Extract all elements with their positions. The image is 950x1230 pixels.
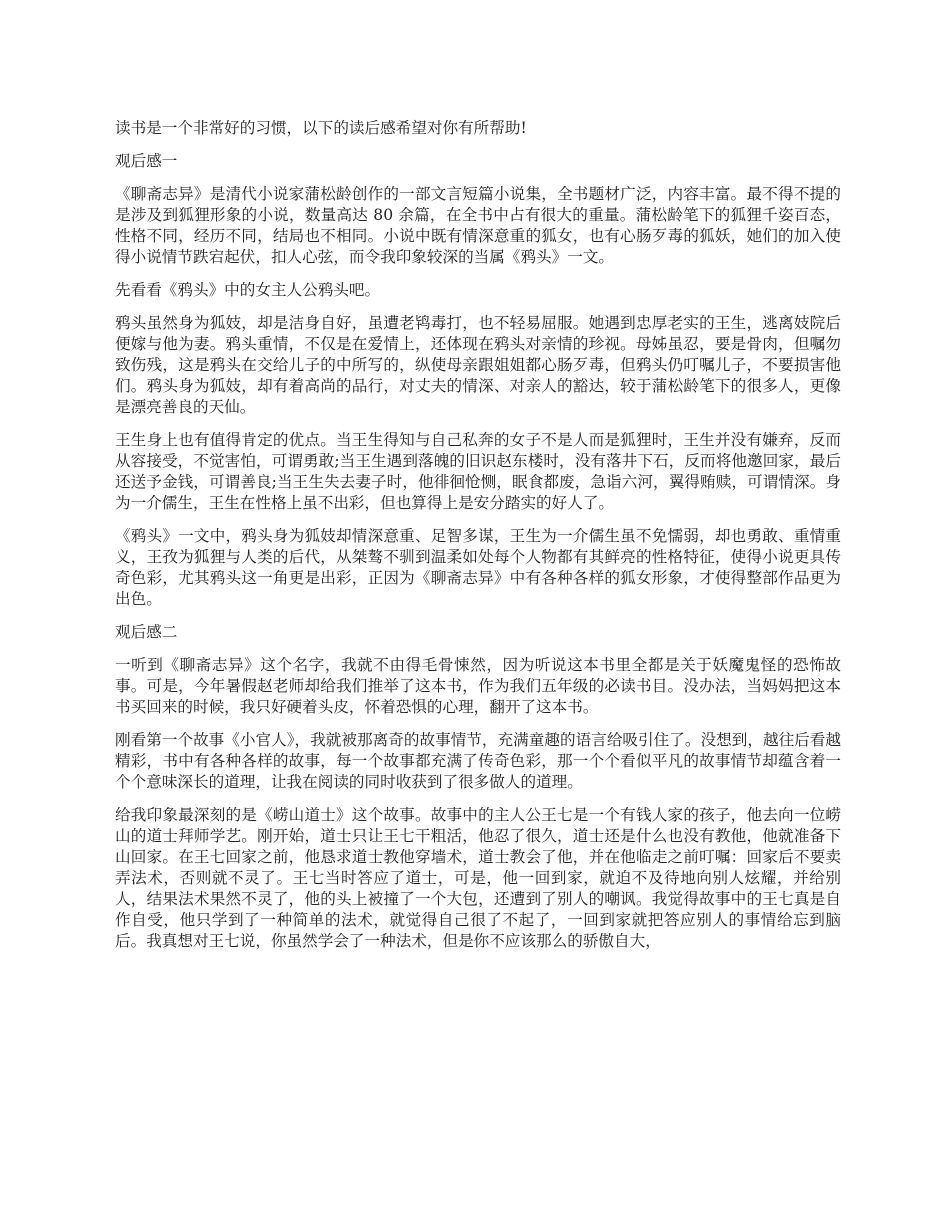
section-heading-2: 观后感二 — [115, 623, 178, 641]
document-body — [115, 118, 841, 964]
body-paragraph: 刚看第一个故事《小官人》，我就被那离奇的故事情节，充满童趣的语言给吸引住了。没想到，越往后看越精彩，书中有各种各样的故事，每一个故事都充满了传奇色彩，那一个个看似平凡的故事情节却蕴含着一个个意味深长的道理，让我在阅读的同时收获到了很多做人的道理。 — [115, 731, 841, 791]
body-paragraph: 《鸦头》一文中，鸦头身为狐妓却情深意重、足智多谋，王生为一介儒生虽不免懦弱，却也勇敢、重情重义，王孜为狐狸与人类的后代，从桀骜不驯到温柔如处每个人物都有其鲜亮的性格特征，使得小说更具传奇色彩，尤其鸦头这一角更是出彩，正因为《聊斋志异》中有各种各样的狐女形象，才使得整部作品更为出色。 — [115, 527, 841, 608]
body-paragraph: 王生身上也有值得肯定的优点。当王生得知与自己私奔的女子不是人而是狐狸时，王生并没有嫌弃，反而从容接受，不觉害怕，可谓勇敢;当王生遇到落魄的旧识赵东楼时，没有落井下石，反而将他邀回家，最后还送予金钱，可谓善良;当王生失去妻子时，他徘徊怆恻，眠食都废，急诣六河，翼得贿赎，可谓情深。身为一介儒生，王生在性格上虽不出彩，但也算得上是安分踏实的好人了。 — [115, 431, 841, 512]
body-paragraph: 一听到《聊斋志异》这个名字，我就不由得毛骨悚然，因为听说这本书里全都是关于妖魔鬼怪的恐怖故事。可是，今年暑假赵老师却给我们推举了这本书，作为我们五年级的必读书目。没办法，当妈妈把这本书买回来的时候，我只好硬着头皮，怀着恐惧的心理，翻开了这本书。 — [115, 656, 841, 716]
section-heading-1: 观后感一 — [115, 152, 178, 170]
body-paragraph: 《聊斋志异》是清代小说家蒲松龄创作的一部文言短篇小说集，全书题材广泛，内容丰富。最不得不提的是涉及到狐狸形象的小说，数量高达 80 余篇，在全书中占有很大的重量。蒲松龄笔下的狐狸千姿百态，性格不同，经历不同，结局也不相同。小说中既有情深意重的狐女，也有心肠歹毒的狐妖，她们的加入使得小说情节跌宕起伏，扣人心弦，而令我印象较深的当属《鸦头》一文。 — [115, 185, 841, 266]
body-paragraph: 先看看《鸦头》中的女主人公鸦头吧。 — [115, 281, 381, 299]
intro-paragraph: 读书是一个非常好的习惯，以下的读后感希望对你有所帮助! — [115, 119, 527, 137]
body-paragraph: 给我印象最深刻的是《崂山道士》这个故事。故事中的主人公王七是一个有钱人家的孩子，他去向一位崂山的道士拜师学艺。刚开始，道士只让王七干粗活，他忍了很久，道士还是什么也没有教他，他就准备下山回家。在王七回家之前，他恳求道士教他穿墙术，道士教会了他，并在他临走之前叮嘱：回家后不要卖弄法术，否则就不灵了。王七当时答应了道士，可是，他一回到家，就迫不及待地向别人炫耀，并给别人，结果法术果然不灵了，他的头上被撞了一个大包，还遭到了别人的嘲讽。我觉得故事中的王七真是自作自受，他只学到了一种简单的法术，就觉得自己很了不起了，一回到家就把答应别人的事情给忘到脑后。我真想对王七说，你虽然学会了一种法术，但是你不应该那么的骄傲自大， — [115, 806, 841, 950]
body-paragraph: 鸦头虽然身为狐妓，却是洁身自好，虽遭老鸨毒打，也不轻易屈服。她遇到忠厚老实的王生，逃离妓院后便嫁与他为妻。鸦头重情，不仅是在爱情上，还体现在鸦头对亲情的珍视。母姊虽忍，要是骨肉，但嘱勿致伤残，这是鸦头在交给儿子的中所写的，纵使母亲跟姐姐都心肠歹毒，但鸦头仍叮嘱儿子，不要损害他们。鸦头身为狐妓，却有着高尚的品行，对丈夫的情深、对亲人的豁达，较于蒲松龄笔下的很多人，更像是漂亮善良的天仙。 — [115, 314, 841, 416]
